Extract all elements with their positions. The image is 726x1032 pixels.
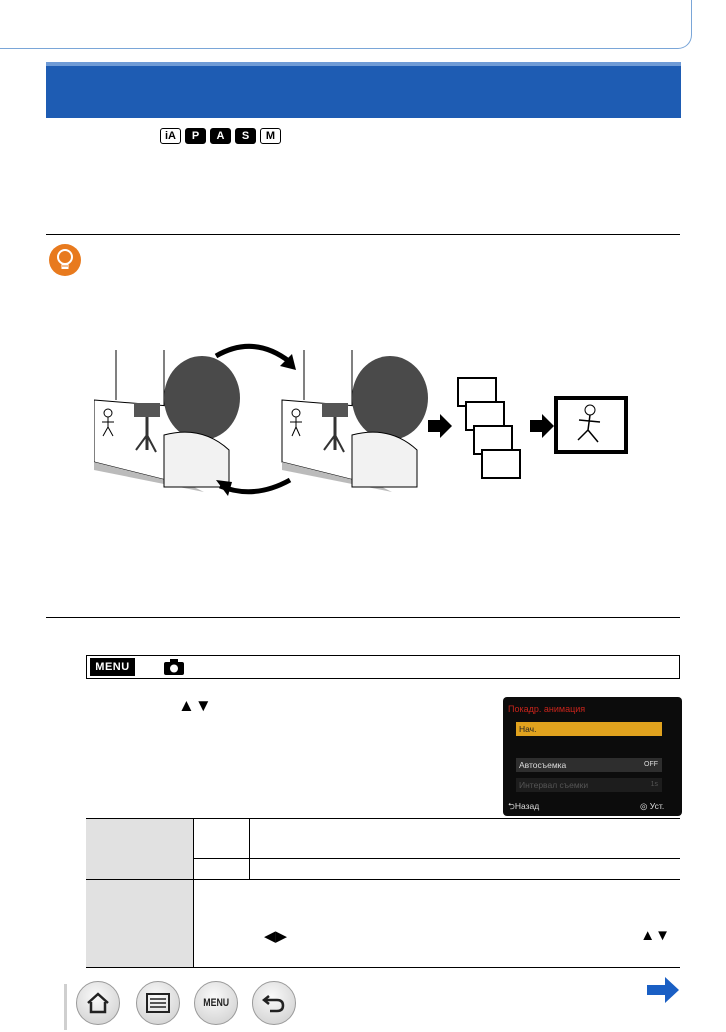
mode-ia-icon: iA	[160, 128, 181, 144]
menu-button[interactable]	[194, 981, 238, 1025]
lcd-title: Покадр. анимация	[508, 704, 586, 714]
camera-icon	[163, 658, 185, 676]
lcd-auto-item	[516, 758, 662, 772]
scene-right	[282, 350, 428, 492]
table-cell	[194, 859, 250, 880]
table-row	[86, 880, 680, 968]
home-button[interactable]	[76, 981, 120, 1025]
back-arrow-icon	[261, 992, 287, 1014]
contents-button[interactable]	[136, 981, 180, 1025]
list-icon	[145, 992, 171, 1014]
up-down-arrows: ▲▼	[178, 696, 212, 715]
bottom-side-bar	[64, 984, 67, 1030]
lcd-back-label: Назад	[514, 801, 540, 811]
home-icon	[85, 991, 111, 1015]
lcd-start-label: Нач.	[519, 724, 537, 734]
left-right-arrows: ◀▶	[264, 928, 288, 945]
table-cell	[250, 859, 681, 880]
menu-button-label: MENU	[203, 997, 229, 1009]
lightbulb-tip-icon	[48, 243, 82, 277]
section-title-bar	[46, 62, 681, 118]
menu-badge: MENU	[90, 658, 135, 676]
lcd-set-label: Уст.	[649, 801, 665, 811]
lcd-interval-value: 1s	[650, 781, 658, 788]
next-page-arrow-icon[interactable]	[645, 975, 681, 1005]
lcd-auto-value: OFF	[644, 761, 658, 768]
mode-s-icon: S	[235, 128, 256, 144]
lcd-set: ◎ Уст.	[640, 801, 665, 811]
camera-lcd-screen	[503, 697, 682, 816]
divider	[46, 617, 680, 618]
divider	[46, 234, 680, 235]
back-button[interactable]	[252, 981, 296, 1025]
table-cell	[194, 819, 250, 859]
mode-m-icon: M	[260, 128, 281, 144]
lcd-interval-item	[516, 778, 662, 792]
table-cell	[86, 819, 194, 880]
table-cell	[194, 880, 681, 968]
table-row	[86, 819, 680, 859]
recording-mode-icons	[160, 128, 281, 144]
mode-a-icon: A	[210, 128, 231, 144]
page-tab-frame	[0, 0, 692, 49]
lcd-auto-label: Автосъемка	[519, 760, 567, 770]
settings-table	[86, 818, 680, 968]
lcd-back: ⮌Назад	[508, 801, 540, 811]
mode-p-icon: P	[185, 128, 206, 144]
stop-motion-illustration	[94, 340, 634, 500]
scene-left	[94, 350, 240, 492]
table-cell	[86, 880, 194, 968]
up-down-arrows: ▲▼	[640, 927, 670, 944]
lcd-start-item	[516, 722, 662, 736]
lcd-interval-label: Интервал съемки	[519, 780, 589, 790]
table-cell	[250, 819, 681, 859]
